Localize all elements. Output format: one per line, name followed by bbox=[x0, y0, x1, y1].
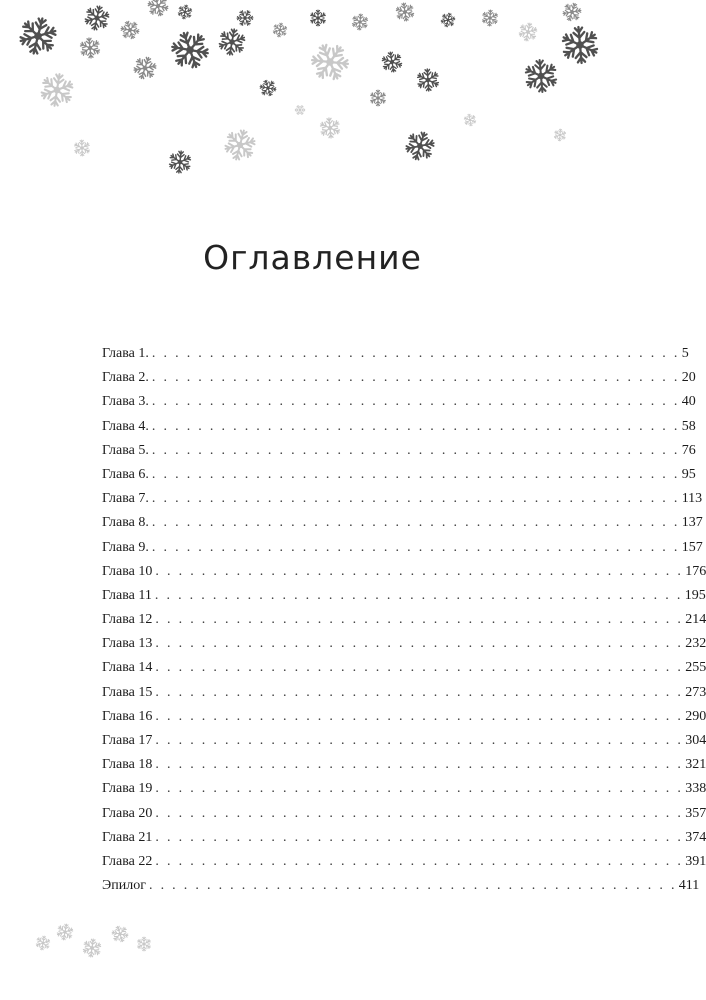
snowflake-icon bbox=[76, 34, 104, 62]
toc-entry-label: Глава 16 bbox=[102, 708, 153, 724]
snowflake-icon bbox=[144, 0, 173, 20]
toc-entry-label: Глава 22 bbox=[102, 853, 153, 869]
toc-entry bbox=[102, 366, 696, 390]
toc-entry-label: Глава 15 bbox=[102, 684, 153, 700]
toc-entry-page-number: 5 bbox=[681, 346, 689, 361]
toc-entry-label: Глава 11 bbox=[102, 587, 152, 603]
toc-entry-label: Глава 10 bbox=[102, 563, 153, 579]
snowflake-icon bbox=[82, 4, 111, 33]
toc-entry-page-number: 304 bbox=[685, 733, 706, 748]
dot-leader: . . . . . . . . . . . . . . . . . . . . . . . . . . . . . . . . . . . . . . . . . . . . . . bbox=[151, 515, 680, 531]
toc-entry-page-number: 58 bbox=[681, 418, 696, 434]
toc-entry-page-number: 273 bbox=[685, 684, 706, 700]
snowflake-icon bbox=[221, 127, 258, 164]
snowflake-icon bbox=[168, 150, 193, 174]
dot-leader: . . . . . . . . . . . . . . . . . . . . . . . . . . . . . . . . . . . . . . . . . . . . . . bbox=[155, 757, 684, 773]
toc-entry-label: Глава 4. bbox=[102, 418, 149, 434]
toc-entry bbox=[102, 874, 700, 898]
toc-entry bbox=[102, 632, 706, 656]
toc-entry-page-number: 321 bbox=[685, 757, 706, 773]
toc-entry bbox=[102, 439, 696, 463]
dot-leader: . . . . . . . . . . . . . . . . . . . . . . . . . . . . . . . . . . . . . . . . . . . . . . bbox=[151, 466, 680, 482]
dot-leader: . . . . . . . . . . . . . . . . . . . . . . . . . . . . . . . . . . . . . . . . . . . . . . bbox=[155, 829, 684, 845]
snowflake-icon bbox=[137, 937, 151, 951]
toc-entry bbox=[102, 511, 703, 535]
dot-leader: . . . . . . . . . . . . . . . . . . . . . . . . . . . . . . . . . . . . . . . . . . . . . . bbox=[148, 878, 677, 894]
snowflake-icon bbox=[560, 0, 583, 23]
dot-leader: . . . . . . . . . . . . . . . . . . . . . . . . . . . . . . . . . . . . . . . . . . . . . . bbox=[155, 563, 684, 579]
snowflake-icon bbox=[378, 48, 406, 76]
dot-leader: . . . . . . . . . . . . . . . . . . . . . . . . . . . . . . . . . . . . . . . . . . . . . . bbox=[151, 491, 680, 507]
toc-entry-page-number: 411 bbox=[678, 878, 700, 894]
toc-entry-page-number: 338 bbox=[685, 781, 706, 797]
toc-entry bbox=[102, 608, 706, 632]
snowflake-icon bbox=[109, 923, 132, 946]
toc-entry bbox=[102, 705, 706, 729]
dot-leader: . . . . . . . . . . . . . . . . . . . . . . . . . . . . . . . . . . . . . . . . . . . . . . bbox=[155, 684, 684, 700]
toc-entry bbox=[102, 463, 696, 487]
snowflake-icon bbox=[519, 54, 564, 99]
toc-entry bbox=[102, 415, 696, 439]
toc-entry bbox=[102, 560, 706, 584]
toc-entry bbox=[102, 826, 706, 850]
snowflake-icon bbox=[293, 103, 307, 117]
dot-leader: . . . . . . . . . . . . . . . . . . . . . . . . . . . . . . . . . . . . . . . . . . . . . . bbox=[155, 660, 684, 676]
toc-entry-page-number: 357 bbox=[685, 805, 706, 821]
snowflake-icon bbox=[517, 21, 539, 42]
snowflake-icon bbox=[234, 7, 256, 29]
dot-leader: . . . . . . . . . . . . . . . . . . . . . . . . . . . . . . . . . . . . . . . . . . . . . . bbox=[155, 708, 684, 724]
toc-entry-label: Глава 13 bbox=[102, 636, 153, 652]
toc-entry bbox=[102, 753, 706, 777]
snowflake-icon bbox=[305, 37, 356, 88]
dot-leader: . . . . . . . . . . . . . . . . . . . . . . . . . . . . . . . . . . . . . . . . . . . . . . bbox=[151, 346, 680, 361]
toc-entry bbox=[102, 777, 706, 801]
toc-entry bbox=[102, 390, 696, 414]
snowflake-icon bbox=[553, 128, 566, 141]
toc-entry bbox=[102, 802, 706, 826]
toc-entry-label: Глава 1. bbox=[102, 346, 149, 361]
toc-entry bbox=[102, 729, 706, 753]
toc-entry-label: Глава 20 bbox=[102, 805, 153, 821]
toc-entry-page-number: 232 bbox=[685, 636, 706, 652]
snowflake-icon bbox=[35, 935, 51, 951]
snowflake-icon bbox=[55, 923, 74, 942]
toc-entry-label: Глава 8. bbox=[102, 515, 149, 531]
toc-entry-label: Глава 7. bbox=[102, 491, 149, 507]
dot-leader: . . . . . . . . . . . . . . . . . . . . . . . . . . . . . . . . . . . . . . . . . . . . . . bbox=[151, 394, 680, 410]
dot-leader: . . . . . . . . . . . . . . . . . . . . . . . . . . . . . . . . . . . . . . . . . . . . . . bbox=[155, 733, 684, 748]
snowflake-icon bbox=[257, 77, 280, 100]
snowflake-icon bbox=[413, 65, 444, 96]
snowflake-icon bbox=[38, 72, 75, 109]
toc-entry-label: Глава 2. bbox=[102, 370, 149, 386]
toc-entry-label: Глава 17 bbox=[102, 733, 153, 748]
toc-entry-page-number: 113 bbox=[681, 491, 703, 507]
snowflake-icon bbox=[351, 13, 369, 31]
toc-entry bbox=[102, 584, 706, 608]
snowflake-icon bbox=[439, 11, 457, 28]
dot-leader: . . . . . . . . . . . . . . . . . . . . . . . . . . . . . . . . . . . . . . . . . . . . . . bbox=[154, 587, 683, 603]
toc-entry-page-number: 255 bbox=[685, 660, 706, 676]
toc-entry bbox=[102, 487, 703, 511]
toc-entry-page-number: 176 bbox=[685, 563, 706, 579]
snowflake-icon bbox=[392, 0, 417, 25]
toc-entry-page-number: 391 bbox=[685, 853, 706, 869]
snowflake-icon bbox=[82, 938, 103, 958]
snowflake-icon bbox=[117, 17, 143, 43]
dot-leader: . . . . . . . . . . . . . . . . . . . . . . . . . . . . . . . . . . . . . . . . . . . . . . bbox=[155, 805, 684, 821]
snowflake-icon bbox=[71, 137, 93, 159]
toc-entry bbox=[102, 656, 706, 680]
snowflake-icon bbox=[131, 54, 159, 82]
snowflake-icon bbox=[16, 14, 60, 58]
snowflake-icon bbox=[481, 9, 498, 26]
snowflake-icon bbox=[316, 114, 344, 142]
toc-entry-page-number: 95 bbox=[681, 466, 696, 482]
toc-entry-label: Глава 14 bbox=[102, 660, 153, 676]
snowflake-icon bbox=[310, 10, 326, 26]
dot-leader: . . . . . . . . . . . . . . . . . . . . . . . . . . . . . . . . . . . . . . . . . . . . . . bbox=[151, 442, 680, 458]
toc-entry-label: Глава 19 bbox=[102, 781, 153, 797]
dot-leader: . . . . . . . . . . . . . . . . . . . . . . . . . . . . . . . . . . . . . . . . . . . . . . bbox=[151, 539, 680, 555]
toc-entry bbox=[102, 850, 706, 874]
dot-leader: . . . . . . . . . . . . . . . . . . . . . . . . . . . . . . . . . . . . . . . . . . . . . . bbox=[155, 781, 684, 797]
snowflake-icon bbox=[555, 20, 605, 71]
toc-entry-label: Глава 6. bbox=[102, 466, 149, 482]
toc-entry-label: Глава 21 bbox=[102, 829, 153, 845]
page-title: Оглавление bbox=[203, 238, 422, 277]
snowflake-icon bbox=[461, 111, 478, 128]
toc-entry-label: Глава 18 bbox=[102, 757, 153, 773]
toc-entry-page-number: 137 bbox=[681, 515, 703, 531]
toc-entry-label: Глава 9. bbox=[102, 539, 149, 555]
toc-entry-page-number: 374 bbox=[685, 829, 706, 845]
toc-entry-label: Глава 5. bbox=[102, 442, 149, 458]
dot-leader: . . . . . . . . . . . . . . . . . . . . . . . . . . . . . . . . . . . . . . . . . . . . . . bbox=[155, 612, 684, 628]
toc-entry-page-number: 195 bbox=[684, 587, 706, 603]
snowflake-icon bbox=[272, 22, 288, 38]
toc-entry bbox=[102, 536, 703, 560]
snowflake-icon bbox=[177, 4, 194, 20]
snowflake-icon bbox=[217, 27, 248, 57]
toc-entry-page-number: 290 bbox=[685, 708, 706, 724]
toc-entry-page-number: 76 bbox=[681, 442, 696, 458]
toc-entry-label: Глава 3. bbox=[102, 394, 149, 410]
toc-entry bbox=[102, 681, 706, 705]
dot-leader: . . . . . . . . . . . . . . . . . . . . . . . . . . . . . . . . . . . . . . . . . . . . . . bbox=[155, 636, 684, 652]
toc-entry-page-number: 40 bbox=[681, 394, 696, 410]
snowflake-icon bbox=[402, 128, 438, 163]
toc-entry-page-number: 214 bbox=[685, 612, 706, 628]
dot-leader: . . . . . . . . . . . . . . . . . . . . . . . . . . . . . . . . . . . . . . . . . . . . . . bbox=[151, 418, 680, 434]
table-of-contents bbox=[102, 342, 706, 898]
snowflake-icon bbox=[370, 90, 386, 106]
toc-entry-page-number: 20 bbox=[681, 370, 696, 386]
toc-entry-label: Глава 12 bbox=[102, 612, 153, 628]
toc-entry bbox=[102, 342, 689, 366]
dot-leader: . . . . . . . . . . . . . . . . . . . . . . . . . . . . . . . . . . . . . . . . . . . . . . bbox=[151, 370, 680, 386]
snowflake-icon bbox=[164, 24, 215, 75]
dot-leader: . . . . . . . . . . . . . . . . . . . . . . . . . . . . . . . . . . . . . . . . . . . . . . bbox=[155, 853, 684, 869]
toc-entry-page-number: 157 bbox=[681, 539, 703, 555]
toc-entry-label: Эпилог bbox=[102, 878, 146, 894]
